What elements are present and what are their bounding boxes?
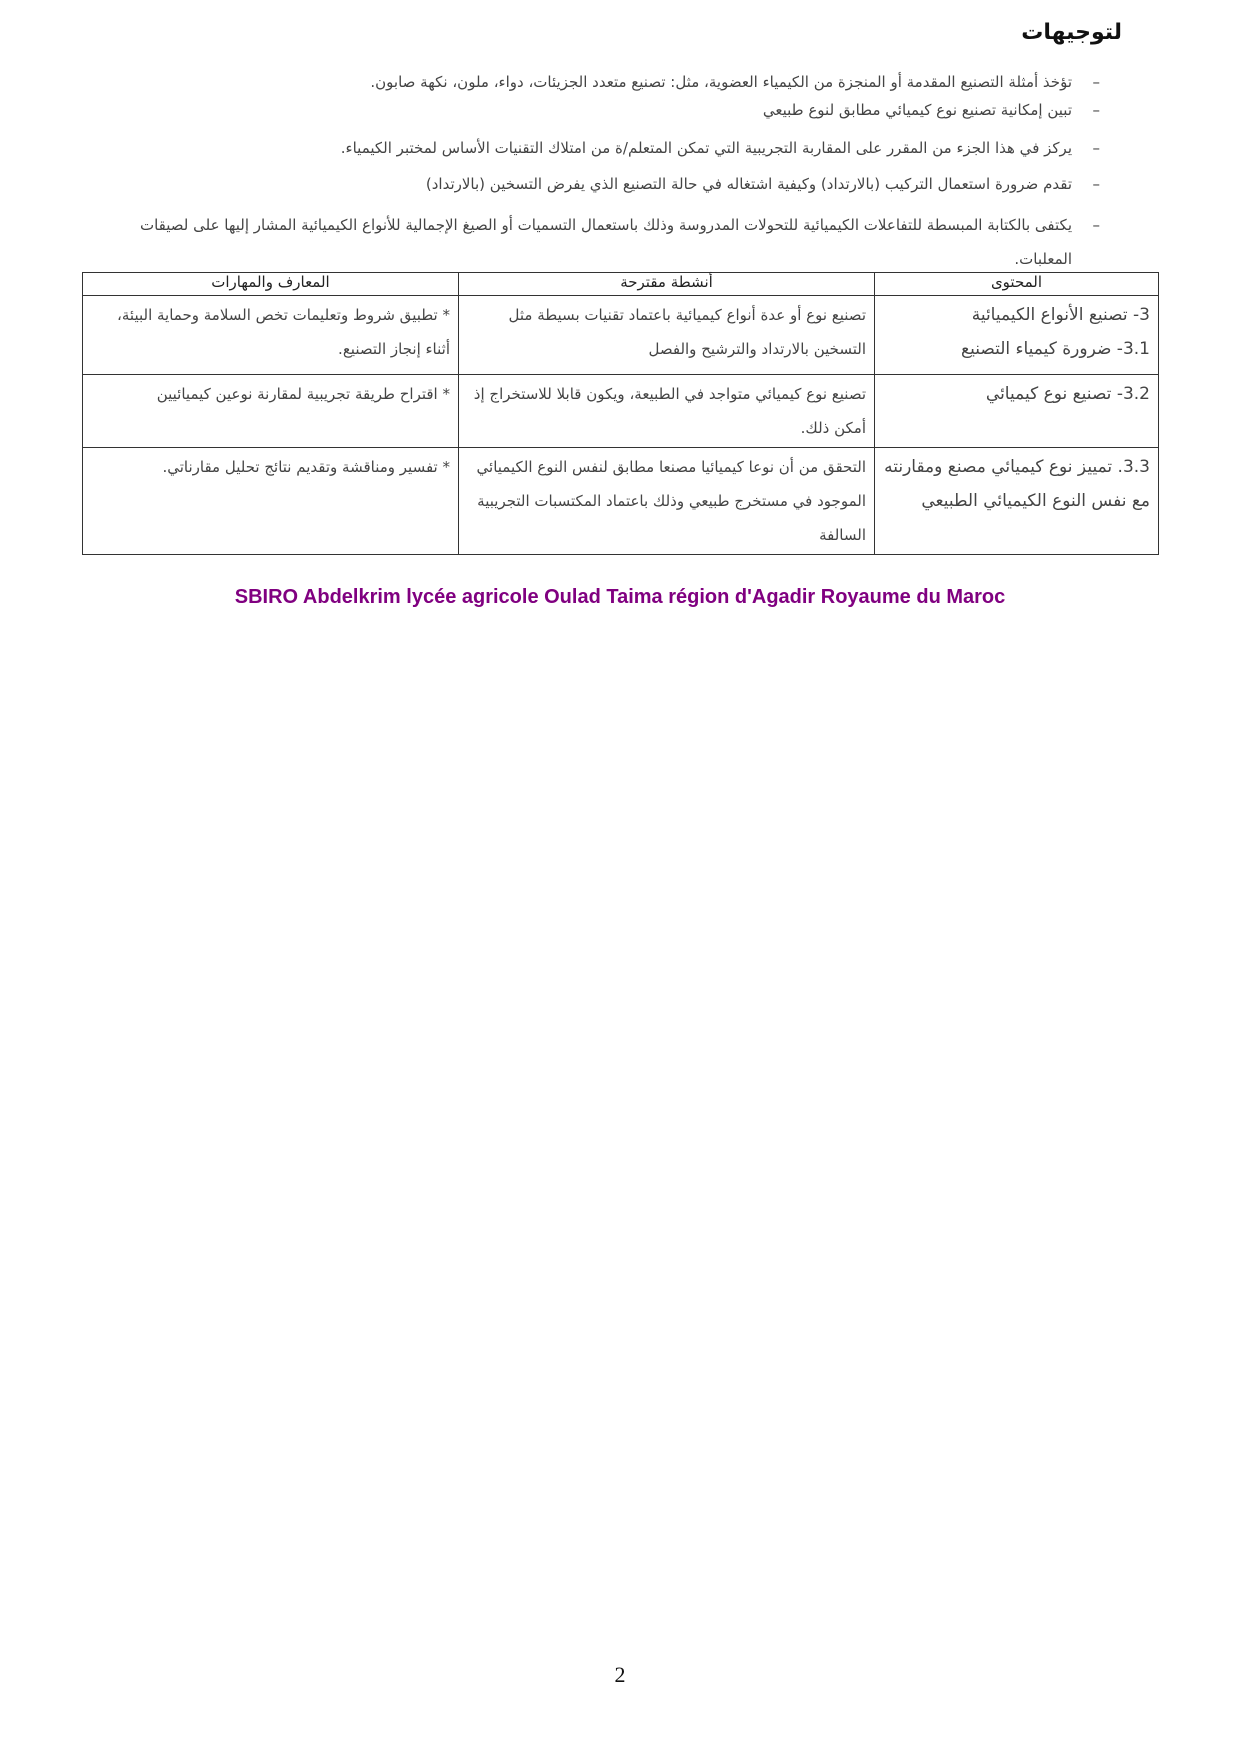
page-number: 2 xyxy=(614,1662,626,1687)
header-activities: أنشطة مقترحة xyxy=(459,273,875,296)
guidelines-list xyxy=(100,70,1100,276)
guideline-item xyxy=(100,208,1100,276)
guideline-text: يركز في هذا الجزء من المقرر على المقاربة التجريبية التي تمكن المتعلم/ة من امتلاك التقنيات الأساس لمختبر الكيمياء. xyxy=(340,139,1072,157)
activities-cell: التحقق من أن نوعا كيميائيا مصنعا مطابق لنفس النوع الكيميائي الموجود في مستخرج طبيعي وذلك باعتماد المكتسبات التجريبية السالفة xyxy=(459,448,875,555)
guideline-text: تقدم ضرورة استعمال التركيب (بالارتداد) وكيفية اشتغاله في حالة التصنيع الذي يفرض التسخين (بالارتداد) xyxy=(425,175,1072,193)
content-item: 3.1- ضرورة كيمياء التصنيع xyxy=(961,339,1150,359)
guideline-text: تؤخذ أمثلة التصنيع المقدمة أو المنجزة من الكيمياء العضوية، مثل: تصنيع متعدد الجزيئات، دواء، ملون، نكهة صابون. xyxy=(370,73,1072,91)
guideline-item xyxy=(100,98,1100,122)
content-cell xyxy=(875,448,1159,555)
table-row xyxy=(83,296,1159,375)
guideline-text: تبين إمكانية تصنيع نوع كيميائي مطابق لنوع طبيعي xyxy=(762,101,1072,119)
content-cell xyxy=(875,375,1159,448)
dash-bullet: – xyxy=(1092,216,1100,234)
table-row xyxy=(83,375,1159,448)
table-row xyxy=(83,448,1159,555)
skills-cell: * اقتراح طريقة تجريبية لمقارنة نوعين كيميائيين xyxy=(83,375,459,448)
skills-cell: * تطبيق شروط وتعليمات تخص السلامة وحماية البيئة، أثناء إنجاز التصنيع. xyxy=(83,296,459,375)
table-header-row xyxy=(83,273,1159,296)
content-cell xyxy=(875,296,1159,375)
activities-cell: تصنيع نوع كيميائي متواجد في الطبيعة، ويكون قابلا للاستخراج إذ أمكن ذلك. xyxy=(459,375,875,448)
curriculum-table xyxy=(82,272,1159,555)
content-item: 3- تصنيع الأنواع الكيميائية xyxy=(971,305,1150,325)
guideline-text: يكتفى بالكتابة المبسطة للتفاعلات الكيميائية للتحولات المدروسة وذلك باستعمال التسميات أو الصيغ الإجمالية للأنواع الكيميائية المشار إليها على لصيقات المعلبات. xyxy=(139,216,1072,268)
author-note: SBIRO Abdelkrim lycée agricole Oulad Taima région d'Agadir Royaume du Maroc xyxy=(234,586,1006,608)
activities-cell: تصنيع نوع أو عدة أنواع كيميائية باعتماد تقنيات بسيطة مثل التسخين بالارتداد والترشيح والفصل xyxy=(459,296,875,375)
guideline-item xyxy=(100,136,1100,160)
dash-bullet: – xyxy=(1092,73,1100,91)
header-skills: المعارف والمهارات xyxy=(83,273,459,296)
dash-bullet: – xyxy=(1092,101,1100,119)
section-heading: لتوجيهات xyxy=(1021,20,1122,45)
guideline-item xyxy=(100,70,1100,94)
skills-cell: * تفسير ومناقشة وتقديم نتائج تحليل مقارناتي. xyxy=(83,448,459,555)
guideline-item xyxy=(100,172,1100,196)
dash-bullet: – xyxy=(1092,139,1100,157)
header-content: المحتوى xyxy=(875,273,1159,296)
content-item: 3.3. تمييز نوع كيميائي مصنع ومقارنته مع نفس النوع الكيميائي الطبيعي xyxy=(884,457,1150,511)
content-item: 3.2- تصنيع نوع كيميائي xyxy=(985,384,1150,404)
dash-bullet: – xyxy=(1092,175,1100,193)
